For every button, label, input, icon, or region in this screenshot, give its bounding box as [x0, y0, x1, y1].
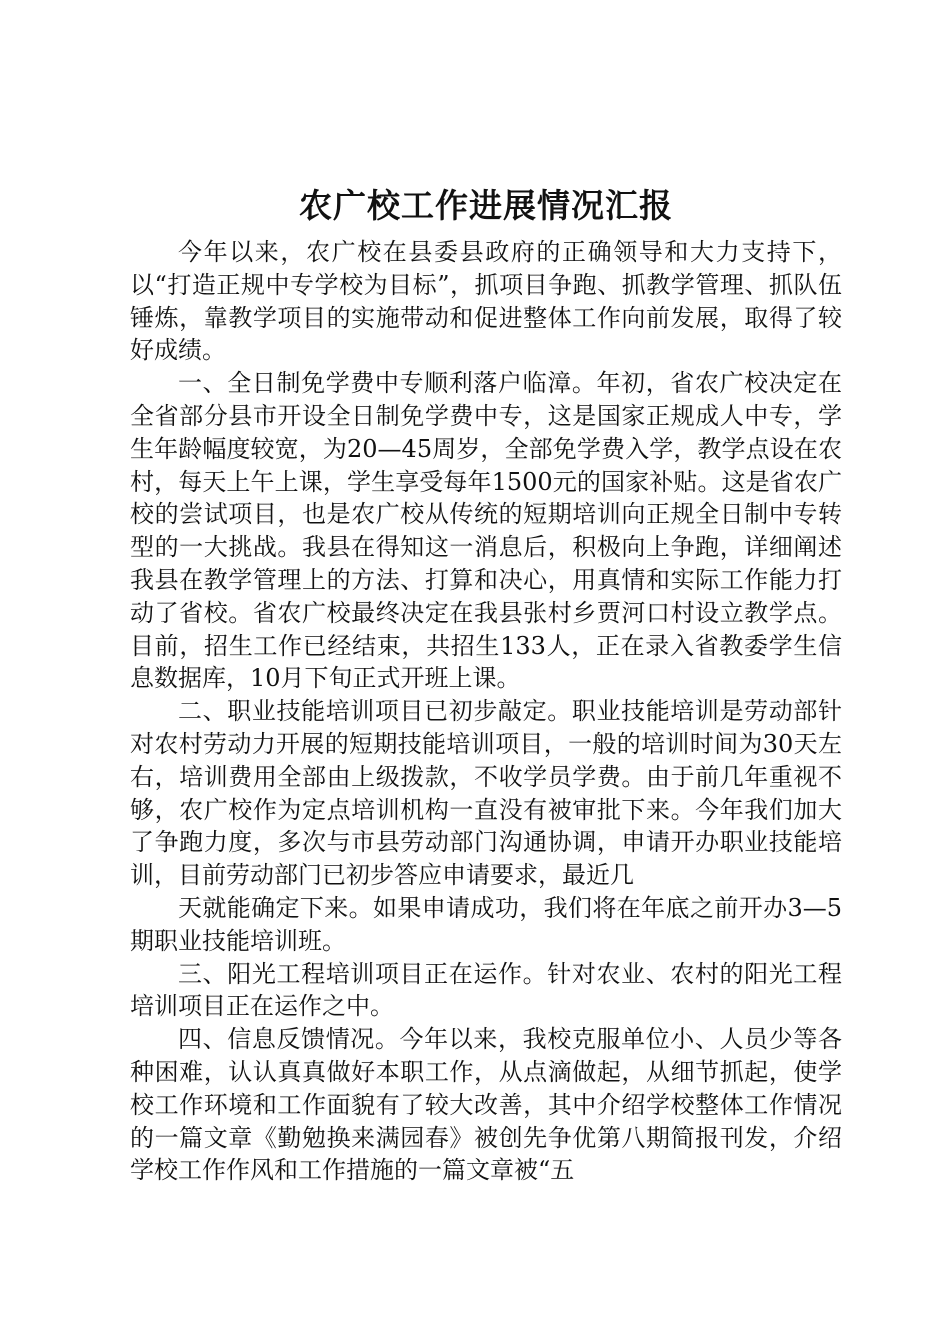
paragraph-section-2-continued: 天就能确定下来。如果申请成功，我们将在年底之前开办3—5期职业技能培训班。: [130, 893, 842, 955]
document-page: [130, 182, 842, 1187]
paragraph-intro: 今年以来，农广校在县委县政府的正确领导和大力支持下，以“打造正规中专学校为目标”，抓项目争跑、抓教学管理、抓队伍锤炼，靠教学项目的实施带动和促进整体工作向前发展，取得了较好成绩。: [130, 238, 842, 365]
paragraph-section-1: 一、全日制免学费中专顺利落户临漳。年初，省农广校决定在全省部分县市开设全日制免学费中专，这是国家正规成人中专，学生年龄幅度较宽，为20—45周岁，全部免学费入学，教学点设在农村，每天上午上课，学生享受每年1500元的国家补贴。这是省农广校的尝试项目，也是农广校从传统的短期培训向正规全日制中专转型的一大挑战。我县在得知这一消息后，积极向上争跑，详细阐述我县在教学管理上的方法、打算和决心，用真情和实际工作能力打动了省校。省农广校最终决定在我县张村乡贾河口村设立教学点。目前，招生工作已经结束，共招生133人，正在录入省教委学生信息数据库，10月下旬正式开班上课。: [130, 369, 842, 693]
paragraph-section-4: 四、信息反馈情况。今年以来，我校克服单位小、人员少等各种困难，认认真真做好本职工作，从点滴做起，从细节抓起，使学校工作环境和工作面貌有了较大改善，其中介绍学校整体工作情况的一篇文章《勤勉换来满园春》被创先争优第八期简报刊发，介绍学校工作作风和工作措施的一篇文章被“五: [130, 1025, 842, 1185]
document-title: 农广校工作进展情况汇报: [299, 186, 673, 225]
paragraph-section-3: 三、阳光工程培训项目正在运作。针对农业、农村的阳光工程培训项目正在运作之中。: [130, 959, 842, 1021]
paragraph-section-2: 二、职业技能培训项目已初步敲定。职业技能培训是劳动部针对农村劳动力开展的短期技能培训项目，一般的培训时间为30天左右，培训费用全部由上级拨款，不收学员学费。由于前几年重视不够，农广校作为定点培训机构一直没有被审批下来。今年我们加大了争跑力度，多次与市县劳动部门沟通协调，申请开办职业技能培训，目前劳动部门已初步答应申请要求，最近几: [130, 697, 842, 890]
